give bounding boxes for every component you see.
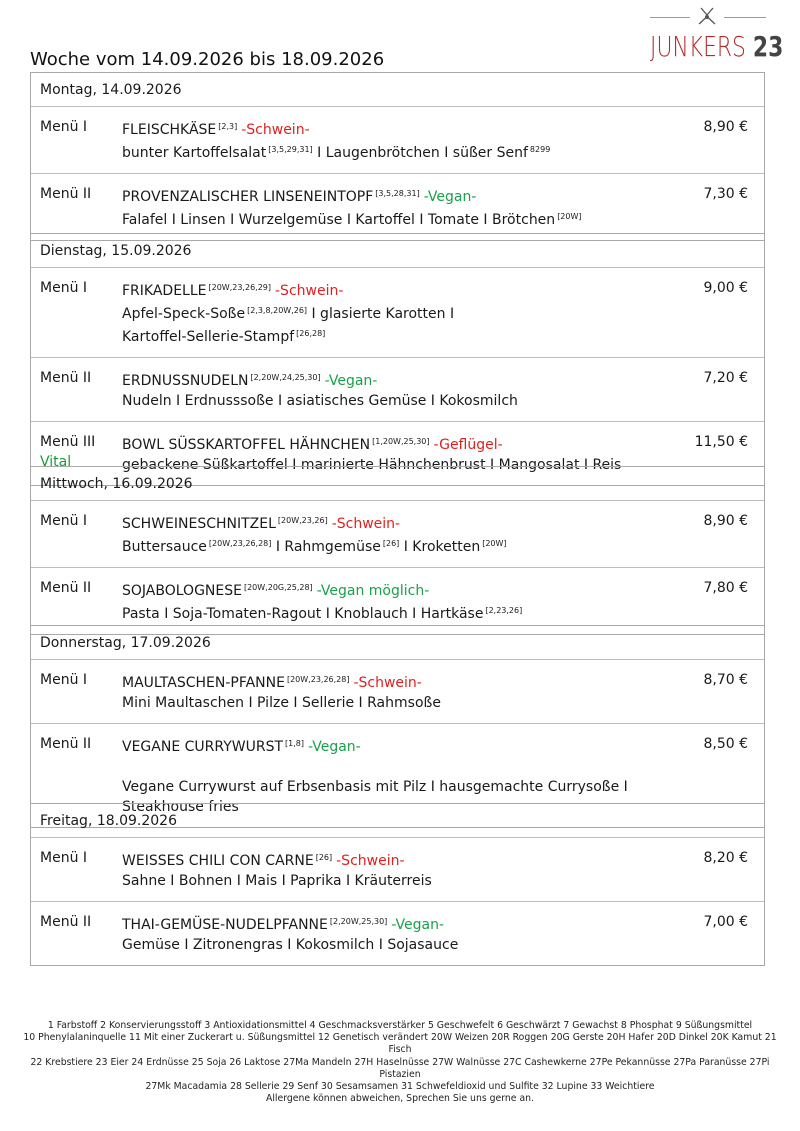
description-text: Vegane Currywurst auf Erbsenbasis mit Pilz I hausgemachte Currysoße I Steakhouse fries xyxy=(122,779,628,815)
footer-line: 10 Phenylalaninquelle 11 Mit einer Zuckerart u. Süßungsmittel 12 Genetisch verändert 20W Weizen 20R Roggen 20G Gerste 20H Hafer 20D Dinkel 20K Kamut 21 Fisch xyxy=(23,1032,777,1056)
menu-label: Menü I xyxy=(40,850,88,866)
dish-title: WEISSES CHILI CON CARNE xyxy=(122,853,314,869)
dish-title: VEGANE CURRYWURST xyxy=(122,739,284,755)
dish-title-line xyxy=(122,912,682,935)
allergen-footer xyxy=(20,1020,780,1105)
allergen-codes: [26] xyxy=(382,539,400,548)
dish-title-line xyxy=(122,117,682,140)
allergen-codes: [20W] xyxy=(557,212,582,221)
description-text: Nudeln I Erdnusssoße I asiatisches Gemüse I Kokosmilch xyxy=(122,393,518,409)
menu-row xyxy=(31,902,764,965)
allergen-codes: [1,20W,25,30] xyxy=(372,437,430,446)
junkers-logo xyxy=(648,6,784,66)
dish-title-line xyxy=(122,578,682,601)
menu-label: Menü I xyxy=(40,280,88,296)
dish-description xyxy=(122,693,682,713)
dish-title-line xyxy=(122,734,682,757)
price: 9,00 € xyxy=(703,280,748,296)
menu-body xyxy=(122,511,682,557)
menu-label-block xyxy=(40,912,91,932)
logo-divider-left xyxy=(650,17,690,18)
price: 7,80 € xyxy=(703,580,748,596)
allergen-codes: 8299 xyxy=(529,145,551,154)
dish-title-line xyxy=(122,511,682,534)
dish-title-line xyxy=(122,184,682,207)
allergen-codes: [2,23,26] xyxy=(485,606,523,615)
dish-description xyxy=(122,140,682,163)
allergen-codes: [1,8] xyxy=(285,739,304,748)
footer-line: 22 Krebstiere 23 Eier 24 Erdnüsse 25 Soja 26 Laktose 27Ma Mandeln 27H Haselnüsse 27W Walnüsse 27C Cashewkerne 27Pe Pekannüsse 27Pa Paranüsse 27Pi Pistazien xyxy=(30,1056,770,1080)
description-text: I Rahmgemüse xyxy=(271,539,381,555)
dish-title-line xyxy=(122,368,682,391)
day-block xyxy=(30,233,765,486)
day-block xyxy=(30,625,765,828)
dish-description xyxy=(122,301,682,347)
diet-tag: -Vegan- xyxy=(307,739,361,755)
dish-description xyxy=(122,207,682,230)
menu-body xyxy=(122,278,682,347)
allergen-codes: [20W] xyxy=(482,539,507,548)
menu-row xyxy=(31,501,764,568)
menu-label: Menü II xyxy=(40,914,92,930)
menu-row xyxy=(31,268,764,358)
price: 8,90 € xyxy=(703,513,748,529)
description-text: Pasta I Soja-Tomaten-Ragout I Knoblauch I Hartkäse xyxy=(122,606,484,622)
dish-title: MAULTASCHEN-PFANNE xyxy=(122,675,285,691)
menu-label: Menü I xyxy=(40,513,88,529)
allergen-codes: [26,28] xyxy=(296,329,326,338)
propeller-icon xyxy=(696,6,718,28)
allergen-codes: [2,3] xyxy=(218,122,238,131)
price: 8,90 € xyxy=(703,119,748,135)
dish-title: SOJABOLOGNESE xyxy=(122,583,242,599)
dish-title-line xyxy=(122,278,682,301)
allergen-codes: [2,20W,25,30] xyxy=(329,917,388,926)
description-text: Mini Maultaschen I Pilze I Sellerie I Rahmsoße xyxy=(122,695,441,711)
menu-row xyxy=(31,358,764,422)
footer-line: 1 Farbstoff 2 Konservierungsstoff 3 Antioxidationsmittel 4 Geschmacksverstärker 5 Geschwefelt 6 Geschwärzt 7 Gewachst 8 Phosphat 9 Süßungsmittel xyxy=(47,1020,753,1031)
description-text: Sahne I Bohnen I Mais I Paprika I Kräuterreis xyxy=(122,873,432,889)
description-text: Apfel-Speck-Soße xyxy=(122,306,246,322)
allergen-codes: [20W,23,26,28] xyxy=(286,675,350,684)
dish-title: ERDNUSSNUDELN xyxy=(122,373,249,389)
menu-label-block xyxy=(40,368,91,388)
diet-tag: -Vegan- xyxy=(324,373,378,389)
allergen-codes: [20W,20G,25,28] xyxy=(243,583,313,592)
allergen-codes: [2,3,8,20W,26] xyxy=(247,306,308,315)
menu-body xyxy=(122,184,682,230)
dish-description xyxy=(122,871,682,891)
menu-label-block xyxy=(40,670,87,690)
description-text: I glasierte Karotten I xyxy=(307,306,455,322)
menu-row xyxy=(31,838,764,902)
week-title: Woche vom 14.09.2026 bis 18.09.2026 xyxy=(30,49,385,70)
dish-title: BOWL SÜSSKARTOFFEL HÄHNCHEN xyxy=(122,437,371,453)
menu-body xyxy=(122,117,682,163)
menu-label-block xyxy=(40,511,87,531)
description-text: Buttersauce xyxy=(122,539,207,555)
dish-title-line xyxy=(122,670,682,693)
allergen-codes: [3,5,29,31] xyxy=(268,145,313,154)
description-text: bunter Kartoffelsalat xyxy=(122,145,267,161)
menu-label: Menü I xyxy=(40,119,88,135)
diet-tag: -Vegan- xyxy=(423,189,477,205)
description-text: Kartoffel-Sellerie-Stampf xyxy=(122,329,295,345)
day-date: Dienstag, 15.09.2026 xyxy=(31,234,764,268)
menu-label: Menü II xyxy=(40,186,92,202)
menu-label-block xyxy=(40,278,87,298)
allergen-codes: [2,20W,24,25,30] xyxy=(250,373,321,382)
dish-description xyxy=(122,601,682,624)
menu-label: Menü II xyxy=(40,736,92,752)
dish-title-line xyxy=(122,432,682,455)
description-text: Falafel I Linsen I Wurzelgemüse I Kartoffel I Tomate I Brötchen xyxy=(122,212,556,228)
price: 8,70 € xyxy=(703,672,748,688)
diet-tag: -Schwein- xyxy=(275,283,344,299)
diet-tag: -Vegan- xyxy=(391,917,445,933)
menu-label-block xyxy=(40,117,87,137)
diet-tag: -Geflügel- xyxy=(433,437,503,453)
menu-label-block xyxy=(40,734,91,754)
day-block xyxy=(30,72,765,241)
day-block xyxy=(30,803,765,966)
diet-tag: -Schwein- xyxy=(353,675,422,691)
menu-body xyxy=(122,848,682,891)
menu-row xyxy=(31,174,764,240)
price: 7,20 € xyxy=(703,370,748,386)
menu-label-block xyxy=(40,184,91,204)
menu-sublabel: Vital xyxy=(40,454,72,470)
price: 7,00 € xyxy=(703,914,748,930)
menu-label-block xyxy=(40,848,87,868)
menu-row xyxy=(31,660,764,724)
price: 8,50 € xyxy=(703,736,748,752)
allergen-codes: [3,5,28,31] xyxy=(375,189,420,198)
description-text: I Kroketten xyxy=(399,539,481,555)
allergen-codes: [20W,23,26,28] xyxy=(208,539,272,548)
menu-row xyxy=(31,107,764,174)
footer-line: 27Mk Macadamia 28 Sellerie 29 Senf 30 Sesamsamen 31 Schwefeldioxid und Sulfite 32 Lupine 33 Weichtiere xyxy=(145,1081,655,1093)
brand-name: JUNKERS xyxy=(650,30,746,63)
diet-tag: -Vegan möglich- xyxy=(316,583,430,599)
diet-tag: -Schwein- xyxy=(336,853,405,869)
description-text: I Laugenbrötchen I süßer Senf xyxy=(312,145,528,161)
menu-label: Menü II xyxy=(40,370,92,386)
dish-description xyxy=(122,534,682,557)
price: 11,50 € xyxy=(694,434,748,450)
description-text: Gemüse I Zitronengras I Kokosmilch I Sojasauce xyxy=(122,937,459,953)
menu-body xyxy=(122,578,682,624)
dish-title: FLEISCHKÄSE xyxy=(122,122,217,138)
footer-note: Allergene können abweichen, Sprechen Sie uns gerne an. xyxy=(265,1093,535,1105)
diet-tag: -Schwein- xyxy=(241,122,310,138)
day-date: Donnerstag, 17.09.2026 xyxy=(31,626,764,660)
day-block xyxy=(30,466,765,635)
menu-label-block xyxy=(40,578,91,598)
dish-title-line xyxy=(122,848,682,871)
diet-tag: -Schwein- xyxy=(331,516,401,532)
price: 7,30 € xyxy=(703,186,748,202)
dish-title: THAI-GEMÜSE-NUDELPFANNE xyxy=(122,917,328,933)
day-date: Freitag, 18.09.2026 xyxy=(31,804,764,838)
menu-label: Menü II xyxy=(40,580,92,596)
description-text: gebackene Süßkartoffel I marinierte Hähnchenbrust I Mangosalat I Reis xyxy=(122,457,622,473)
day-date: Mittwoch, 16.09.2026 xyxy=(31,467,764,501)
allergen-codes: [20W,23,26,29] xyxy=(208,283,271,292)
brand-number: 23 xyxy=(752,30,784,63)
day-date: Montag, 14.09.2026 xyxy=(31,73,764,107)
brand-wordmark xyxy=(650,30,783,63)
allergen-codes: [26] xyxy=(315,853,333,862)
dish-title: FRIKADELLE xyxy=(122,283,207,299)
dish-title: PROVENZALISCHER LINSENEINTOPF xyxy=(122,189,374,205)
menu-body xyxy=(122,368,682,411)
price: 8,20 € xyxy=(703,850,748,866)
menu-body xyxy=(122,670,682,713)
menu-label: Menü I xyxy=(40,672,88,688)
menu-label: Menü III xyxy=(40,434,96,450)
dish-description xyxy=(122,391,682,411)
allergen-codes: [20W,23,26] xyxy=(277,516,328,525)
dish-title: SCHWEINESCHNITZEL xyxy=(122,516,276,532)
logo-divider-right xyxy=(724,17,766,18)
menu-body xyxy=(122,912,682,955)
dish-description xyxy=(122,935,682,955)
